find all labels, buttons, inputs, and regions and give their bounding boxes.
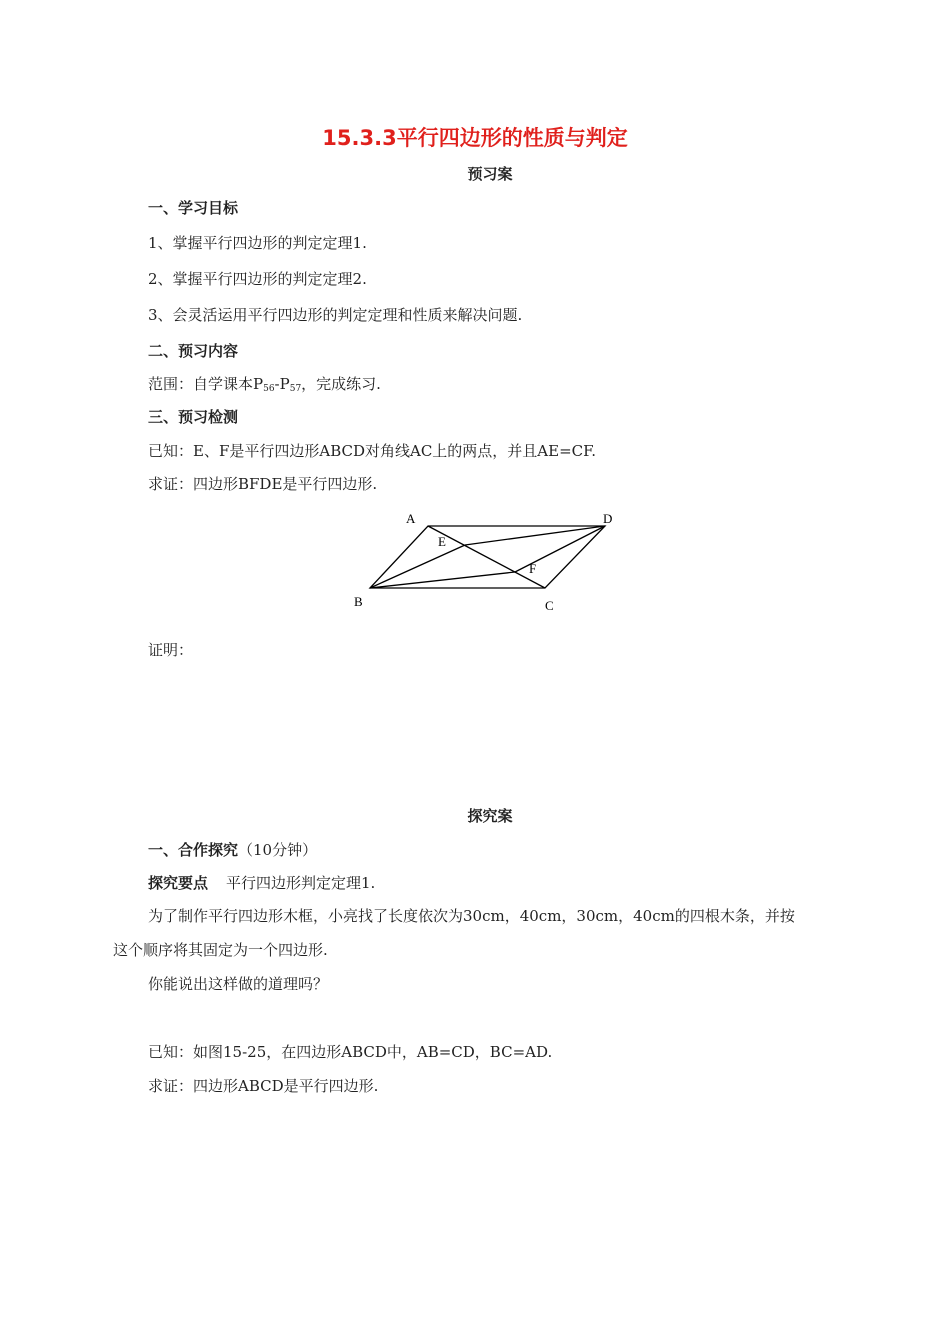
label-d: D <box>603 511 613 526</box>
goal-item-1: 1、掌握平行四边形的判定定理1. <box>148 234 367 252</box>
label-c: C <box>545 598 554 613</box>
range-dash: -P <box>274 375 290 393</box>
key-point-text: 平行四边形判定定理1. <box>226 874 376 892</box>
explore-time: （10分钟） <box>238 841 318 859</box>
explore-question: 你能说出这样做的道理吗？ <box>148 975 329 993</box>
segment-ed <box>465 526 605 545</box>
proof-label: 证明： <box>148 641 194 659</box>
label-a: A <box>406 511 416 526</box>
section-heading-check: 三、预习检测 <box>148 408 239 426</box>
check-prove: 求证：四边形BFDE是平行四边形. <box>148 475 378 493</box>
preview-heading: 预习案 <box>467 165 513 183</box>
label-e: E <box>438 534 446 549</box>
section-heading-goals: 一、学习目标 <box>148 199 239 217</box>
key-point-label: 探究要点 <box>148 874 209 892</box>
section-heading-content: 二、预习内容 <box>148 342 239 360</box>
segment-be <box>370 545 465 588</box>
explore-paragraph-line-2: 这个顺序将其固定为一个四边形. <box>113 941 328 959</box>
page-title: 15.3.3平行四边形的性质与判定 <box>322 126 628 150</box>
range-prefix: 范围：自学课本P <box>148 375 264 393</box>
label-b: B <box>354 594 363 609</box>
segment-bf <box>370 572 515 588</box>
study-range <box>148 374 381 394</box>
range-page-end: 57 <box>289 384 302 394</box>
explore-heading: 探究案 <box>467 807 513 825</box>
explore-section-1 <box>148 840 317 860</box>
explore-key-point <box>148 873 375 893</box>
check-given: 已知：E、F是平行四边形ABCD对角线AC上的两点，并且AE=CF. <box>148 442 596 460</box>
explore-given: 已知：如图15-25，在四边形ABCD中，AB=CD，BC=AD. <box>148 1043 553 1061</box>
goal-item-3: 3、会灵活运用平行四边形的判定定理和性质来解决问题. <box>148 306 523 324</box>
range-suffix: ，完成练习. <box>301 375 381 393</box>
range-page-start: 56 <box>263 384 275 394</box>
label-f: F <box>529 561 537 576</box>
explore-paragraph-line-1: 为了制作平行四边形木框，小亮找了长度依次为30cm，40cm，30cm，40cm的四根木条，并按 <box>148 907 795 925</box>
goal-item-2: 2、掌握平行四边形的判定定理2. <box>148 270 367 288</box>
parallelogram-figure <box>340 505 630 620</box>
explore-prove: 求证：四边形ABCD是平行四边形. <box>148 1077 379 1095</box>
explore-section-heading: 一、合作探究 <box>148 841 239 859</box>
